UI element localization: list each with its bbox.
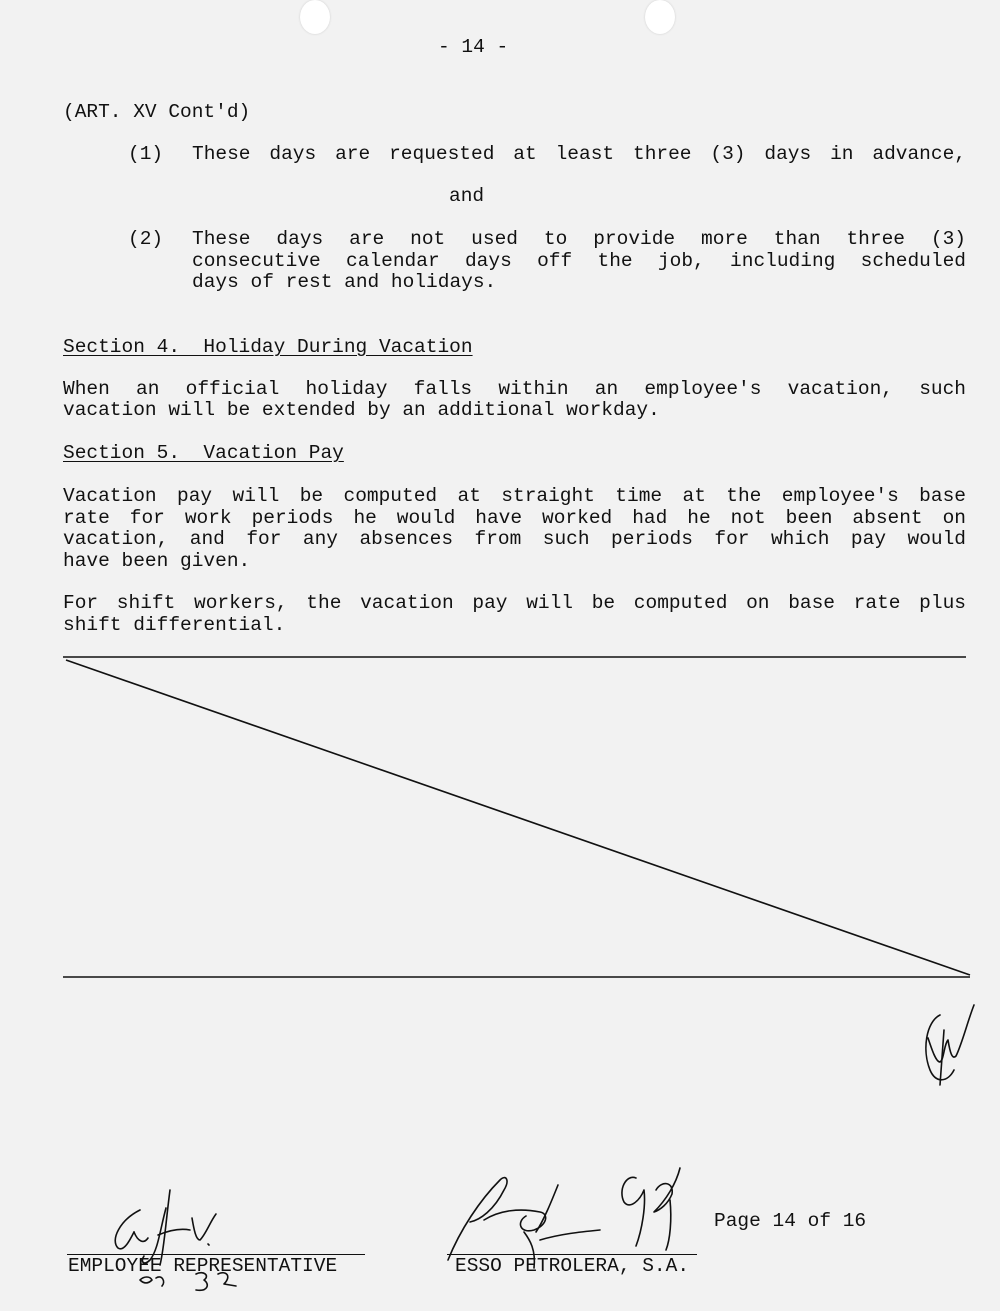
section-heading: Section 5. Vacation Pay [63, 442, 344, 464]
item-number: (2) [128, 228, 164, 250]
company-label: ESSO PETROLERA, S.A. [455, 1255, 690, 1277]
paragraph-line: When an official holiday falls within an employee's vacation, such [63, 378, 966, 400]
page-info: Page 14 of 16 [714, 1210, 867, 1232]
paragraph-line: vacation, and for any absences from such periods for which pay would [63, 528, 966, 550]
paragraph-line: Vacation pay will be computed at straight time at the employee's base [63, 485, 966, 507]
item-number: (1) [128, 143, 164, 165]
paragraph-line: shift differential. [63, 614, 286, 636]
paragraph-line: For shift workers, the vacation pay will be computed on base rate plus [63, 592, 966, 614]
item-text-line: These days are not used to provide more than three (3) [192, 228, 966, 250]
paragraph-line: rate for work periods he would have worked had he not been absent on [63, 507, 966, 529]
and-connector: and [449, 185, 485, 207]
item-text-line: These days are requested at least three (3) days in advance, [192, 143, 966, 165]
item-text-line: days of rest and holidays. [192, 271, 497, 293]
strike-diagonal [66, 660, 970, 975]
continuation-heading: (ART. XV Cont'd) [63, 101, 251, 123]
employee-representative-label: EMPLOYEE REPRESENTATIVE [68, 1255, 338, 1277]
item-text-line: consecutive calendar days off the job, including scheduled [192, 250, 966, 272]
employee-signature [100, 1180, 260, 1300]
initials-mark [918, 1000, 982, 1090]
page-number-header: - 14 - [438, 36, 509, 58]
paragraph-line: vacation will be extended by an additional workday. [63, 399, 660, 421]
section-heading: Section 4. Holiday During Vacation [63, 336, 473, 358]
paragraph-line: have been given. [63, 550, 251, 572]
